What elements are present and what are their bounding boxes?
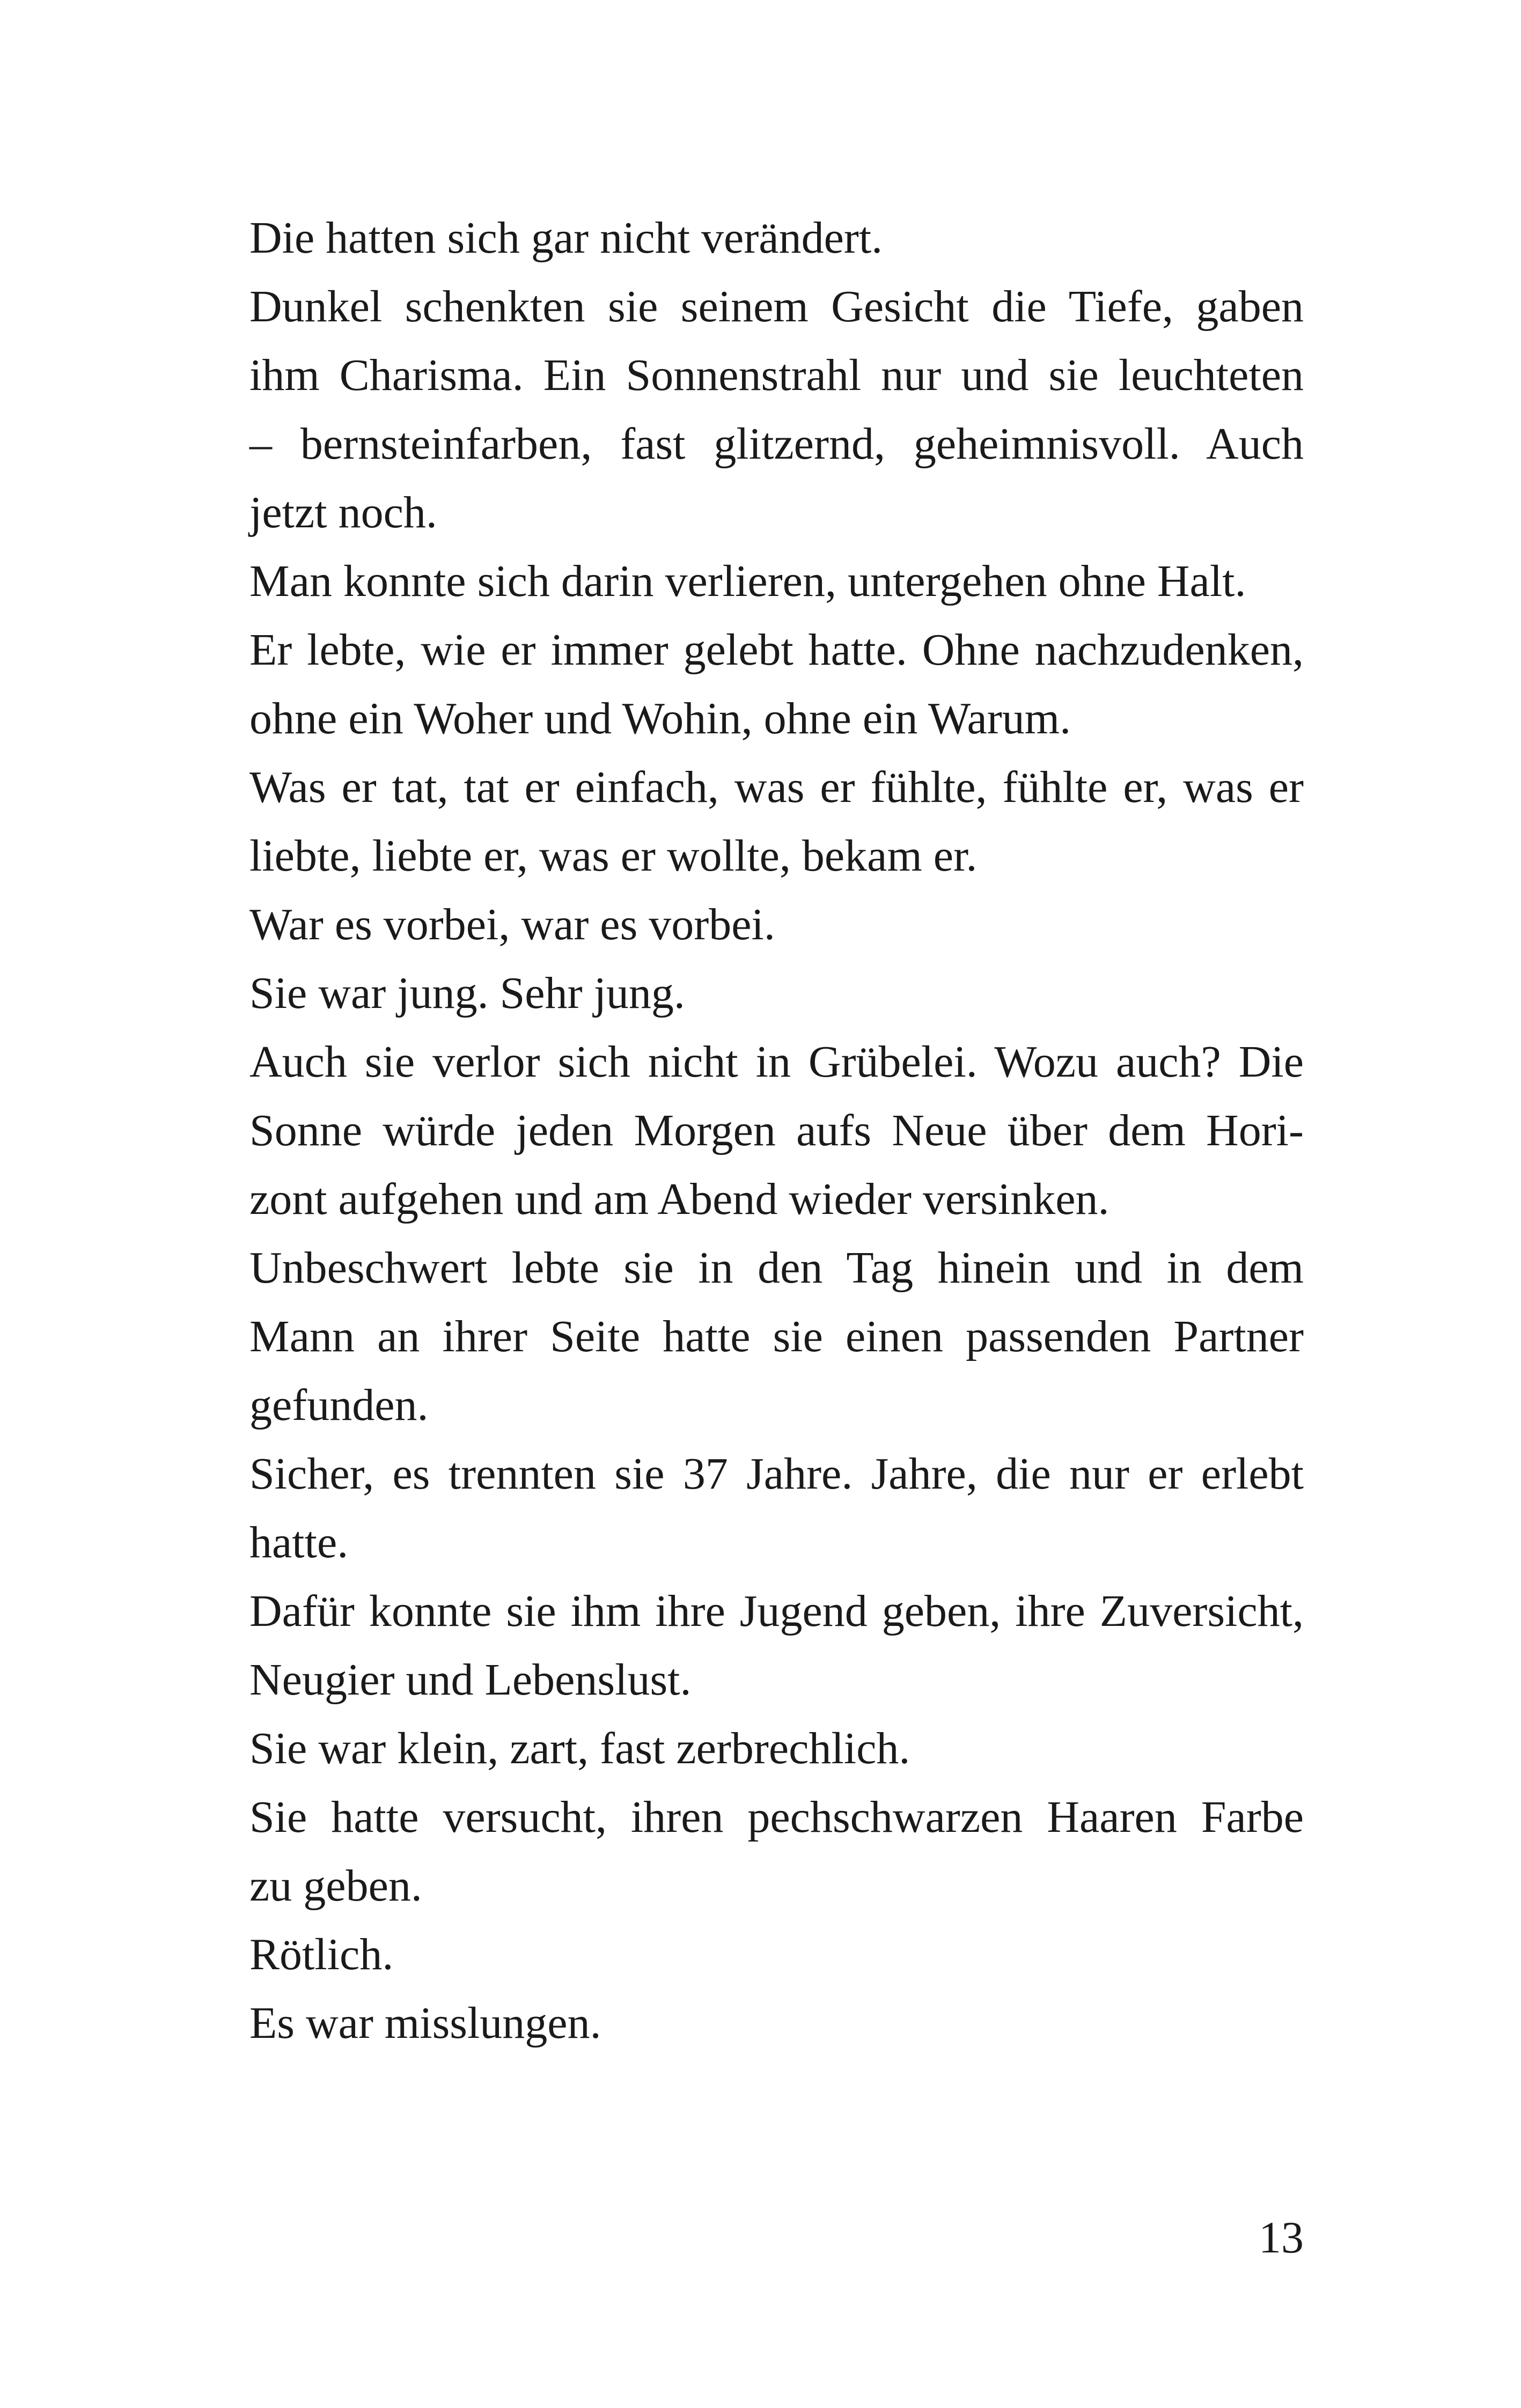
text-line: ihm Charisma. Ein Sonnenstrahl nur und sie leuchteten — [249, 350, 1304, 400]
page-number: 13 — [1259, 2213, 1304, 2263]
text-line: Neugier und Lebenslust. — [249, 1655, 692, 1705]
text-line: liebte, liebte er, was er wollte, bekam er. — [249, 831, 978, 881]
text-line: ohne ein Woher und Wohin, ohne ein Warum. — [249, 694, 1071, 743]
text-line: zont aufgehen und am Abend wieder versinken. — [249, 1174, 1109, 1224]
text-line: gefunden. — [249, 1380, 429, 1430]
text-line: Er lebte, wie er immer gelebt hatte. Ohne nachzudenken, — [249, 625, 1304, 675]
text-line: zu geben. — [249, 1861, 422, 1911]
text-line: – bernsteinfarben, fast glitzernd, geheimnisvoll. Auch — [249, 419, 1304, 469]
text-line: Unbeschwert lebte sie in den Tag hinein und in dem — [249, 1243, 1304, 1293]
text-line: Rötlich. — [249, 1930, 394, 1979]
text-line: Dafür konnte sie ihm ihre Jugend geben, ihre Zuversicht, — [249, 1586, 1304, 1636]
text-line: Sicher, es trennten sie 37 Jahre. Jahre, die nur er erlebt — [249, 1449, 1304, 1499]
text-line: Dunkel schenkten sie seinem Gesicht die Tiefe, gaben — [249, 282, 1304, 332]
text-line: Es war misslungen. — [249, 1998, 601, 2048]
body-text — [249, 204, 1304, 2058]
text-line: hatte. — [249, 1518, 349, 1567]
text-line: Die hatten sich gar nicht verändert. — [249, 213, 883, 263]
text-line: Sie hatte versucht, ihren pechschwarzen Haaren Farbe — [249, 1792, 1304, 1842]
text-line: Man konnte sich darin verlieren, untergehen ohne Halt. — [249, 556, 1246, 606]
text-line: Sie war jung. Sehr jung. — [249, 968, 685, 1018]
text-line: Sonne würde jeden Morgen aufs Neue über dem Hori- — [249, 1106, 1304, 1155]
text-line: Sie war klein, zart, fast zerbrechlich. — [249, 1724, 910, 1773]
text-line: jetzt noch. — [249, 488, 437, 537]
text-line: Mann an ihrer Seite hatte sie einen passenden Partner — [249, 1312, 1304, 1361]
text-line: Auch sie verlor sich nicht in Grübelei. Wozu auch? Die — [249, 1037, 1304, 1087]
text-line: Was er tat, tat er einfach, was er fühlte, fühlte er, was er — [249, 762, 1304, 812]
text-line: War es vorbei, war es vorbei. — [249, 900, 775, 949]
